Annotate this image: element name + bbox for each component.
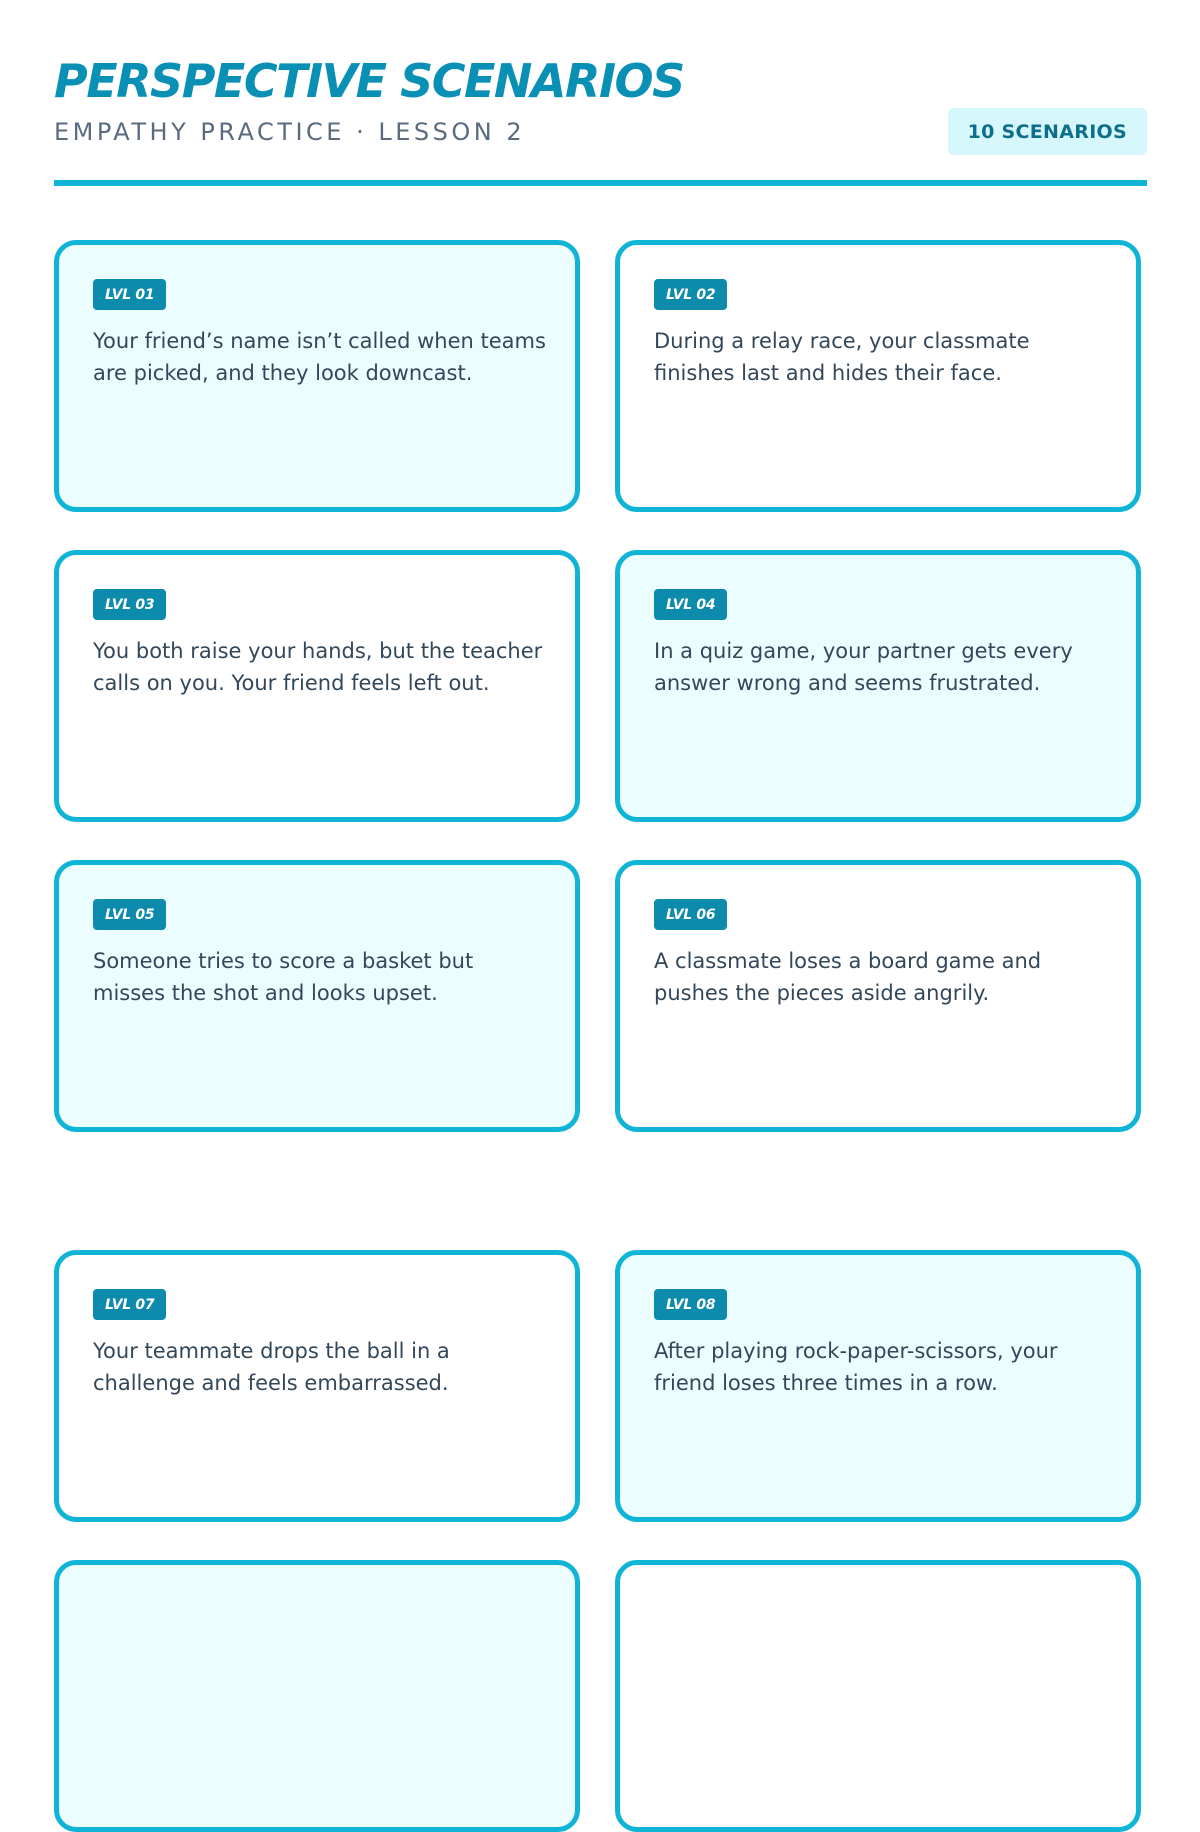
page-title: PERSPECTIVE SCENARIOS <box>54 54 684 108</box>
level-badge: LVL 06 <box>654 899 727 930</box>
scenario-text: During a relay race, your classmate finishes last and hides their face. <box>654 329 1030 385</box>
scenario-count-badge: 10 SCENARIOS <box>948 108 1147 155</box>
scenario-card <box>615 240 1141 512</box>
scenario-text: In a quiz game, your partner gets every answer wrong and seems frustrated. <box>654 639 1073 695</box>
level-badge: LVL 05 <box>93 899 166 930</box>
scenario-text: After playing rock-paper-scissors, your friend loses three times in a row. <box>654 1339 1058 1395</box>
scenario-card <box>615 1250 1141 1522</box>
scenario-card <box>615 860 1141 1132</box>
scenario-card <box>615 550 1141 822</box>
level-badge: LVL 07 <box>93 1289 166 1320</box>
scenario-text: You both raise your hands, but the teacher calls on you. Your friend feels left out. <box>93 639 543 695</box>
scenario-card <box>54 550 580 822</box>
scenario-card <box>54 1250 580 1522</box>
scenario-text: Your friend’s name isn’t called when teams are picked, and they look downcast. <box>93 329 546 385</box>
scenario-card <box>54 240 580 512</box>
level-badge: LVL 02 <box>654 279 727 310</box>
scenario-text: Someone tries to score a basket but misses the shot and looks upset. <box>93 949 474 1005</box>
level-badge: LVL 04 <box>654 589 727 620</box>
level-badge: LVL 03 <box>93 589 166 620</box>
level-badge: LVL 08 <box>654 1289 727 1320</box>
scenario-card <box>615 1560 1141 1832</box>
page-subtitle: EMPATHY PRACTICE · LESSON 2 <box>54 118 526 146</box>
level-badge: LVL 01 <box>93 279 166 310</box>
page-header <box>54 52 1147 190</box>
scenario-text: A classmate loses a board game and pushes the pieces aside angrily. <box>654 949 1042 1005</box>
header-divider <box>54 180 1147 186</box>
scenario-text: Your teammate drops the ball in a challenge and feels embarrassed. <box>93 1339 450 1395</box>
scenario-card <box>54 1560 580 1832</box>
scenario-card <box>54 860 580 1132</box>
